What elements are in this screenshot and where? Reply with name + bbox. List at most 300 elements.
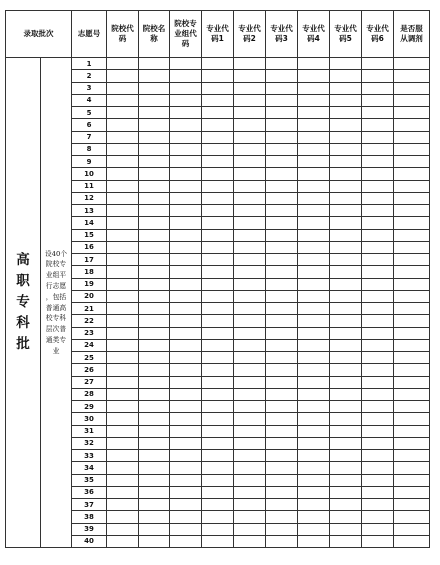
major-code-5-cell[interactable]: [330, 107, 362, 119]
major-code-6-cell[interactable]: [362, 290, 394, 302]
major-code-6-cell[interactable]: [362, 180, 394, 192]
major-code-4-cell[interactable]: [298, 364, 330, 376]
accept-adjustment-cell[interactable]: [394, 70, 430, 82]
major-code-1-cell[interactable]: [202, 413, 234, 425]
major-code-3-cell[interactable]: [266, 315, 298, 327]
major-code-3-cell[interactable]: [266, 327, 298, 339]
major-code-2-cell[interactable]: [234, 376, 266, 388]
accept-adjustment-cell[interactable]: [394, 254, 430, 266]
accept-adjustment-cell[interactable]: [394, 437, 430, 449]
major-code-6-cell[interactable]: [362, 474, 394, 486]
major-code-1-cell[interactable]: [202, 499, 234, 511]
school-name-cell[interactable]: [139, 266, 170, 278]
major-code-3-cell[interactable]: [266, 168, 298, 180]
major-code-6-cell[interactable]: [362, 413, 394, 425]
major-group-code-cell[interactable]: [170, 278, 202, 290]
school-name-cell[interactable]: [139, 499, 170, 511]
major-code-2-cell[interactable]: [234, 462, 266, 474]
major-code-5-cell[interactable]: [330, 413, 362, 425]
major-code-1-cell[interactable]: [202, 278, 234, 290]
accept-adjustment-cell[interactable]: [394, 290, 430, 302]
major-code-1-cell[interactable]: [202, 180, 234, 192]
major-code-4-cell[interactable]: [298, 352, 330, 364]
major-code-2-cell[interactable]: [234, 241, 266, 253]
major-code-1-cell[interactable]: [202, 70, 234, 82]
major-code-2-cell[interactable]: [234, 352, 266, 364]
major-code-4-cell[interactable]: [298, 82, 330, 94]
major-code-6-cell[interactable]: [362, 58, 394, 70]
major-code-2-cell[interactable]: [234, 535, 266, 547]
major-code-6-cell[interactable]: [362, 462, 394, 474]
major-code-3-cell[interactable]: [266, 303, 298, 315]
major-code-3-cell[interactable]: [266, 437, 298, 449]
school-name-cell[interactable]: [139, 278, 170, 290]
major-code-2-cell[interactable]: [234, 229, 266, 241]
major-group-code-cell[interactable]: [170, 205, 202, 217]
major-code-2-cell[interactable]: [234, 511, 266, 523]
major-code-2-cell[interactable]: [234, 94, 266, 106]
school-name-cell[interactable]: [139, 352, 170, 364]
major-code-1-cell[interactable]: [202, 462, 234, 474]
major-code-1-cell[interactable]: [202, 107, 234, 119]
major-code-5-cell[interactable]: [330, 425, 362, 437]
major-group-code-cell[interactable]: [170, 119, 202, 131]
major-code-6-cell[interactable]: [362, 205, 394, 217]
school-name-cell[interactable]: [139, 119, 170, 131]
accept-adjustment-cell[interactable]: [394, 450, 430, 462]
major-code-6-cell[interactable]: [362, 143, 394, 155]
accept-adjustment-cell[interactable]: [394, 180, 430, 192]
major-code-6-cell[interactable]: [362, 401, 394, 413]
major-group-code-cell[interactable]: [170, 474, 202, 486]
major-code-1-cell[interactable]: [202, 327, 234, 339]
major-group-code-cell[interactable]: [170, 266, 202, 278]
major-code-3-cell[interactable]: [266, 229, 298, 241]
major-code-4-cell[interactable]: [298, 315, 330, 327]
school-name-cell[interactable]: [139, 168, 170, 180]
major-code-5-cell[interactable]: [330, 523, 362, 535]
school-code-cell[interactable]: [107, 131, 139, 143]
major-code-1-cell[interactable]: [202, 401, 234, 413]
major-code-5-cell[interactable]: [330, 180, 362, 192]
accept-adjustment-cell[interactable]: [394, 241, 430, 253]
accept-adjustment-cell[interactable]: [394, 462, 430, 474]
major-code-3-cell[interactable]: [266, 217, 298, 229]
accept-adjustment-cell[interactable]: [394, 486, 430, 498]
accept-adjustment-cell[interactable]: [394, 119, 430, 131]
school-name-cell[interactable]: [139, 486, 170, 498]
school-code-cell[interactable]: [107, 364, 139, 376]
major-code-3-cell[interactable]: [266, 119, 298, 131]
accept-adjustment-cell[interactable]: [394, 303, 430, 315]
major-code-5-cell[interactable]: [330, 192, 362, 204]
major-code-5-cell[interactable]: [330, 388, 362, 400]
major-code-4-cell[interactable]: [298, 143, 330, 155]
accept-adjustment-cell[interactable]: [394, 143, 430, 155]
major-code-3-cell[interactable]: [266, 474, 298, 486]
accept-adjustment-cell[interactable]: [394, 376, 430, 388]
major-group-code-cell[interactable]: [170, 217, 202, 229]
major-code-2-cell[interactable]: [234, 364, 266, 376]
major-code-2-cell[interactable]: [234, 523, 266, 535]
major-code-2-cell[interactable]: [234, 303, 266, 315]
major-code-1-cell[interactable]: [202, 266, 234, 278]
school-name-cell[interactable]: [139, 107, 170, 119]
school-name-cell[interactable]: [139, 388, 170, 400]
major-code-4-cell[interactable]: [298, 107, 330, 119]
major-code-6-cell[interactable]: [362, 107, 394, 119]
major-code-5-cell[interactable]: [330, 254, 362, 266]
major-code-5-cell[interactable]: [330, 205, 362, 217]
school-code-cell[interactable]: [107, 315, 139, 327]
major-code-6-cell[interactable]: [362, 450, 394, 462]
major-code-4-cell[interactable]: [298, 205, 330, 217]
major-code-4-cell[interactable]: [298, 94, 330, 106]
major-group-code-cell[interactable]: [170, 486, 202, 498]
major-code-5-cell[interactable]: [330, 352, 362, 364]
major-code-1-cell[interactable]: [202, 94, 234, 106]
major-code-2-cell[interactable]: [234, 474, 266, 486]
major-code-5-cell[interactable]: [330, 58, 362, 70]
school-code-cell[interactable]: [107, 523, 139, 535]
major-group-code-cell[interactable]: [170, 156, 202, 168]
major-code-5-cell[interactable]: [330, 327, 362, 339]
major-group-code-cell[interactable]: [170, 437, 202, 449]
major-code-6-cell[interactable]: [362, 425, 394, 437]
major-code-1-cell[interactable]: [202, 376, 234, 388]
major-code-3-cell[interactable]: [266, 486, 298, 498]
major-code-4-cell[interactable]: [298, 474, 330, 486]
accept-adjustment-cell[interactable]: [394, 388, 430, 400]
major-code-3-cell[interactable]: [266, 339, 298, 351]
major-code-4-cell[interactable]: [298, 303, 330, 315]
major-code-2-cell[interactable]: [234, 486, 266, 498]
accept-adjustment-cell[interactable]: [394, 217, 430, 229]
major-group-code-cell[interactable]: [170, 376, 202, 388]
major-code-5-cell[interactable]: [330, 229, 362, 241]
school-name-cell[interactable]: [139, 462, 170, 474]
major-group-code-cell[interactable]: [170, 180, 202, 192]
school-code-cell[interactable]: [107, 168, 139, 180]
school-name-cell[interactable]: [139, 339, 170, 351]
major-code-3-cell[interactable]: [266, 401, 298, 413]
major-code-2-cell[interactable]: [234, 192, 266, 204]
major-code-4-cell[interactable]: [298, 119, 330, 131]
major-code-1-cell[interactable]: [202, 523, 234, 535]
school-code-cell[interactable]: [107, 486, 139, 498]
major-code-1-cell[interactable]: [202, 315, 234, 327]
major-code-2-cell[interactable]: [234, 180, 266, 192]
major-code-1-cell[interactable]: [202, 205, 234, 217]
major-code-4-cell[interactable]: [298, 388, 330, 400]
major-code-2-cell[interactable]: [234, 450, 266, 462]
school-code-cell[interactable]: [107, 70, 139, 82]
major-code-1-cell[interactable]: [202, 352, 234, 364]
major-code-1-cell[interactable]: [202, 156, 234, 168]
major-code-1-cell[interactable]: [202, 364, 234, 376]
major-code-1-cell[interactable]: [202, 425, 234, 437]
major-code-3-cell[interactable]: [266, 205, 298, 217]
major-code-2-cell[interactable]: [234, 437, 266, 449]
major-code-3-cell[interactable]: [266, 364, 298, 376]
school-name-cell[interactable]: [139, 192, 170, 204]
major-code-6-cell[interactable]: [362, 254, 394, 266]
major-group-code-cell[interactable]: [170, 82, 202, 94]
major-code-3-cell[interactable]: [266, 278, 298, 290]
accept-adjustment-cell[interactable]: [394, 205, 430, 217]
school-code-cell[interactable]: [107, 229, 139, 241]
major-code-2-cell[interactable]: [234, 278, 266, 290]
school-code-cell[interactable]: [107, 413, 139, 425]
accept-adjustment-cell[interactable]: [394, 535, 430, 547]
major-code-3-cell[interactable]: [266, 352, 298, 364]
accept-adjustment-cell[interactable]: [394, 58, 430, 70]
major-code-3-cell[interactable]: [266, 82, 298, 94]
major-code-3-cell[interactable]: [266, 450, 298, 462]
major-group-code-cell[interactable]: [170, 401, 202, 413]
major-code-4-cell[interactable]: [298, 229, 330, 241]
major-code-6-cell[interactable]: [362, 315, 394, 327]
major-code-6-cell[interactable]: [362, 437, 394, 449]
major-code-2-cell[interactable]: [234, 266, 266, 278]
accept-adjustment-cell[interactable]: [394, 168, 430, 180]
major-code-6-cell[interactable]: [362, 523, 394, 535]
major-code-4-cell[interactable]: [298, 192, 330, 204]
major-code-5-cell[interactable]: [330, 315, 362, 327]
major-code-6-cell[interactable]: [362, 376, 394, 388]
major-group-code-cell[interactable]: [170, 303, 202, 315]
major-group-code-cell[interactable]: [170, 315, 202, 327]
major-code-3-cell[interactable]: [266, 192, 298, 204]
school-code-cell[interactable]: [107, 119, 139, 131]
major-code-5-cell[interactable]: [330, 376, 362, 388]
accept-adjustment-cell[interactable]: [394, 511, 430, 523]
school-code-cell[interactable]: [107, 511, 139, 523]
major-code-1-cell[interactable]: [202, 143, 234, 155]
major-code-2-cell[interactable]: [234, 131, 266, 143]
school-name-cell[interactable]: [139, 401, 170, 413]
major-code-6-cell[interactable]: [362, 131, 394, 143]
school-code-cell[interactable]: [107, 425, 139, 437]
school-code-cell[interactable]: [107, 241, 139, 253]
major-code-4-cell[interactable]: [298, 413, 330, 425]
accept-adjustment-cell[interactable]: [394, 315, 430, 327]
major-code-4-cell[interactable]: [298, 339, 330, 351]
major-group-code-cell[interactable]: [170, 192, 202, 204]
major-code-3-cell[interactable]: [266, 425, 298, 437]
school-name-cell[interactable]: [139, 523, 170, 535]
major-code-5-cell[interactable]: [330, 70, 362, 82]
major-code-2-cell[interactable]: [234, 425, 266, 437]
major-code-6-cell[interactable]: [362, 229, 394, 241]
school-code-cell[interactable]: [107, 388, 139, 400]
major-code-4-cell[interactable]: [298, 131, 330, 143]
major-code-6-cell[interactable]: [362, 327, 394, 339]
major-code-4-cell[interactable]: [298, 401, 330, 413]
major-code-3-cell[interactable]: [266, 511, 298, 523]
major-code-6-cell[interactable]: [362, 217, 394, 229]
school-code-cell[interactable]: [107, 327, 139, 339]
major-group-code-cell[interactable]: [170, 327, 202, 339]
major-code-3-cell[interactable]: [266, 70, 298, 82]
accept-adjustment-cell[interactable]: [394, 94, 430, 106]
school-name-cell[interactable]: [139, 450, 170, 462]
major-code-4-cell[interactable]: [298, 217, 330, 229]
major-code-3-cell[interactable]: [266, 131, 298, 143]
major-code-1-cell[interactable]: [202, 119, 234, 131]
school-code-cell[interactable]: [107, 266, 139, 278]
major-code-2-cell[interactable]: [234, 290, 266, 302]
major-group-code-cell[interactable]: [170, 523, 202, 535]
major-code-4-cell[interactable]: [298, 266, 330, 278]
major-code-1-cell[interactable]: [202, 339, 234, 351]
major-code-6-cell[interactable]: [362, 535, 394, 547]
major-group-code-cell[interactable]: [170, 511, 202, 523]
school-name-cell[interactable]: [139, 205, 170, 217]
major-code-3-cell[interactable]: [266, 376, 298, 388]
major-code-5-cell[interactable]: [330, 401, 362, 413]
school-name-cell[interactable]: [139, 364, 170, 376]
accept-adjustment-cell[interactable]: [394, 156, 430, 168]
major-code-5-cell[interactable]: [330, 474, 362, 486]
accept-adjustment-cell[interactable]: [394, 523, 430, 535]
major-code-2-cell[interactable]: [234, 156, 266, 168]
major-code-2-cell[interactable]: [234, 70, 266, 82]
major-group-code-cell[interactable]: [170, 535, 202, 547]
accept-adjustment-cell[interactable]: [394, 364, 430, 376]
school-name-cell[interactable]: [139, 327, 170, 339]
school-name-cell[interactable]: [139, 290, 170, 302]
school-code-cell[interactable]: [107, 352, 139, 364]
major-code-5-cell[interactable]: [330, 156, 362, 168]
major-code-3-cell[interactable]: [266, 94, 298, 106]
major-group-code-cell[interactable]: [170, 143, 202, 155]
major-code-2-cell[interactable]: [234, 143, 266, 155]
major-code-4-cell[interactable]: [298, 511, 330, 523]
major-code-4-cell[interactable]: [298, 327, 330, 339]
school-code-cell[interactable]: [107, 192, 139, 204]
major-group-code-cell[interactable]: [170, 290, 202, 302]
major-code-6-cell[interactable]: [362, 352, 394, 364]
major-code-1-cell[interactable]: [202, 511, 234, 523]
school-code-cell[interactable]: [107, 143, 139, 155]
school-code-cell[interactable]: [107, 303, 139, 315]
major-code-6-cell[interactable]: [362, 266, 394, 278]
major-code-2-cell[interactable]: [234, 315, 266, 327]
major-code-2-cell[interactable]: [234, 499, 266, 511]
major-code-5-cell[interactable]: [330, 168, 362, 180]
major-code-5-cell[interactable]: [330, 94, 362, 106]
major-code-1-cell[interactable]: [202, 229, 234, 241]
major-group-code-cell[interactable]: [170, 462, 202, 474]
major-code-1-cell[interactable]: [202, 290, 234, 302]
accept-adjustment-cell[interactable]: [394, 131, 430, 143]
school-name-cell[interactable]: [139, 511, 170, 523]
accept-adjustment-cell[interactable]: [394, 107, 430, 119]
major-group-code-cell[interactable]: [170, 94, 202, 106]
accept-adjustment-cell[interactable]: [394, 401, 430, 413]
school-name-cell[interactable]: [139, 58, 170, 70]
school-code-cell[interactable]: [107, 339, 139, 351]
major-code-6-cell[interactable]: [362, 241, 394, 253]
school-name-cell[interactable]: [139, 413, 170, 425]
major-group-code-cell[interactable]: [170, 352, 202, 364]
school-name-cell[interactable]: [139, 474, 170, 486]
school-name-cell[interactable]: [139, 376, 170, 388]
major-code-4-cell[interactable]: [298, 278, 330, 290]
major-code-4-cell[interactable]: [298, 254, 330, 266]
major-group-code-cell[interactable]: [170, 425, 202, 437]
school-name-cell[interactable]: [139, 254, 170, 266]
major-code-1-cell[interactable]: [202, 474, 234, 486]
school-name-cell[interactable]: [139, 229, 170, 241]
major-code-6-cell[interactable]: [362, 94, 394, 106]
accept-adjustment-cell[interactable]: [394, 474, 430, 486]
major-code-4-cell[interactable]: [298, 499, 330, 511]
major-group-code-cell[interactable]: [170, 107, 202, 119]
major-code-6-cell[interactable]: [362, 511, 394, 523]
major-code-1-cell[interactable]: [202, 131, 234, 143]
school-name-cell[interactable]: [139, 180, 170, 192]
major-code-4-cell[interactable]: [298, 376, 330, 388]
major-code-2-cell[interactable]: [234, 119, 266, 131]
major-code-5-cell[interactable]: [330, 82, 362, 94]
school-code-cell[interactable]: [107, 278, 139, 290]
major-code-3-cell[interactable]: [266, 58, 298, 70]
major-code-6-cell[interactable]: [362, 278, 394, 290]
major-code-5-cell[interactable]: [330, 131, 362, 143]
major-code-3-cell[interactable]: [266, 180, 298, 192]
major-code-2-cell[interactable]: [234, 401, 266, 413]
major-code-1-cell[interactable]: [202, 535, 234, 547]
major-code-1-cell[interactable]: [202, 217, 234, 229]
major-group-code-cell[interactable]: [170, 131, 202, 143]
major-code-2-cell[interactable]: [234, 413, 266, 425]
major-code-5-cell[interactable]: [330, 364, 362, 376]
major-code-4-cell[interactable]: [298, 156, 330, 168]
major-code-3-cell[interactable]: [266, 143, 298, 155]
major-group-code-cell[interactable]: [170, 364, 202, 376]
major-code-2-cell[interactable]: [234, 82, 266, 94]
major-code-1-cell[interactable]: [202, 192, 234, 204]
major-code-3-cell[interactable]: [266, 535, 298, 547]
major-code-6-cell[interactable]: [362, 82, 394, 94]
major-code-3-cell[interactable]: [266, 156, 298, 168]
school-name-cell[interactable]: [139, 315, 170, 327]
school-code-cell[interactable]: [107, 437, 139, 449]
major-code-5-cell[interactable]: [330, 511, 362, 523]
major-code-3-cell[interactable]: [266, 107, 298, 119]
major-code-5-cell[interactable]: [330, 290, 362, 302]
major-code-2-cell[interactable]: [234, 388, 266, 400]
accept-adjustment-cell[interactable]: [394, 278, 430, 290]
major-code-6-cell[interactable]: [362, 388, 394, 400]
school-name-cell[interactable]: [139, 94, 170, 106]
school-name-cell[interactable]: [139, 131, 170, 143]
major-code-4-cell[interactable]: [298, 168, 330, 180]
major-code-4-cell[interactable]: [298, 290, 330, 302]
major-code-2-cell[interactable]: [234, 339, 266, 351]
major-code-5-cell[interactable]: [330, 499, 362, 511]
major-code-6-cell[interactable]: [362, 486, 394, 498]
major-code-6-cell[interactable]: [362, 499, 394, 511]
accept-adjustment-cell[interactable]: [394, 339, 430, 351]
major-group-code-cell[interactable]: [170, 241, 202, 253]
major-code-6-cell[interactable]: [362, 168, 394, 180]
school-name-cell[interactable]: [139, 241, 170, 253]
accept-adjustment-cell[interactable]: [394, 413, 430, 425]
school-code-cell[interactable]: [107, 535, 139, 547]
